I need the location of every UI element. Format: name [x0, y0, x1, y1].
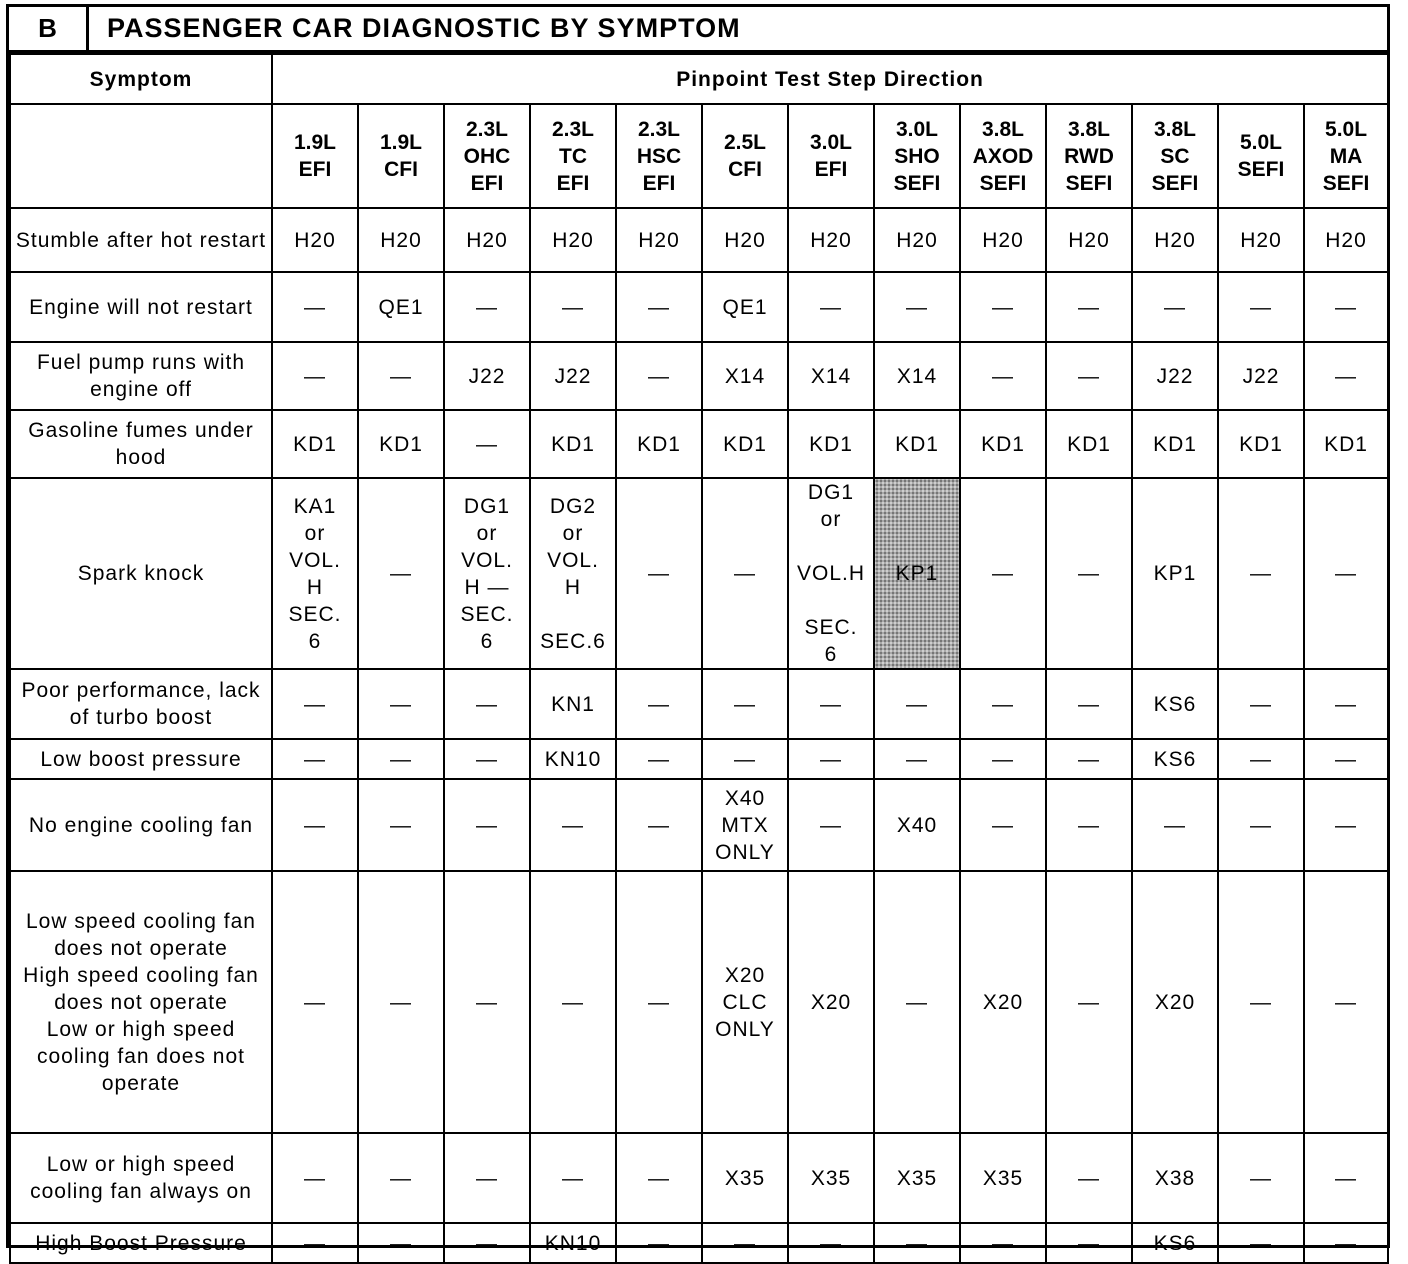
table-row — [10, 1223, 1388, 1263]
test-step-cell: — — [1046, 272, 1132, 342]
test-step-cell: — — [702, 669, 788, 739]
test-step-cell: — — [616, 1133, 702, 1223]
test-step-cell: — — [272, 739, 358, 779]
test-step-cell: — — [530, 871, 616, 1133]
engine-column-header — [1046, 104, 1132, 208]
test-step-cell: — — [960, 478, 1046, 669]
table-row — [10, 208, 1388, 272]
engine-header-line: SEFI — [1065, 171, 1113, 195]
engine-column-header — [1132, 104, 1218, 208]
engine-header-line: SC — [1160, 144, 1190, 168]
engine-header-line: HSC — [636, 144, 682, 168]
test-step-cell: KD1 — [960, 410, 1046, 478]
engine-header-line: 1.9L — [293, 131, 337, 154]
test-step-cell: — — [788, 1223, 874, 1263]
test-step-cell: — — [788, 669, 874, 739]
test-step-cell: — — [1218, 871, 1304, 1133]
test-step-cell: — — [530, 272, 616, 342]
test-step-cell: — — [788, 739, 874, 779]
test-step-cell: H20 — [874, 208, 960, 272]
symptom-cell — [10, 272, 272, 342]
engine-header-line: CFI — [384, 158, 418, 181]
test-step-cell: X14 — [788, 342, 874, 410]
symptom-text: Low boost pressure — [40, 747, 242, 771]
test-step-cell: KN10 — [530, 739, 616, 779]
test-step-cell: X40 — [874, 779, 960, 871]
test-step-cell: KD1 — [616, 410, 702, 478]
engine-header-line: 3.8L — [1067, 117, 1111, 141]
symptom-cell — [10, 871, 272, 1133]
test-step-cell: — — [444, 272, 530, 342]
test-step-cell: X35 — [702, 1133, 788, 1223]
test-step-cell: X14 — [874, 342, 960, 410]
section-code: B — [9, 7, 89, 50]
test-step-cell: — — [1304, 1133, 1388, 1223]
test-step-cell: KD1 — [1046, 410, 1132, 478]
test-step-cell: KP1 — [1132, 478, 1218, 669]
symptom-cell — [10, 478, 272, 669]
test-step-cell: — — [1218, 478, 1304, 669]
test-step-cell: — — [444, 779, 530, 871]
engine-column-header — [358, 104, 444, 208]
symptom-cell — [10, 1223, 272, 1263]
test-step-cell: — — [616, 478, 702, 669]
highlighted-test-step-cell: KP1 — [874, 478, 960, 669]
table-row — [10, 669, 1388, 739]
table-row — [10, 779, 1388, 871]
test-step-cell: — — [702, 1223, 788, 1263]
test-step-cell: — — [358, 669, 444, 739]
diagnostic-sheet — [6, 4, 1390, 1255]
test-step-cell: — — [1304, 669, 1388, 739]
test-step-cell: KA1 or VOL. H SEC. 6 — [272, 478, 358, 669]
engine-header-line: AXOD — [972, 144, 1034, 168]
symptom-text: Low speed cooling fan does not operate — [26, 909, 256, 960]
test-step-cell: KS6 — [1132, 739, 1218, 779]
test-step-cell: X14 — [702, 342, 788, 410]
engine-header-line: 2.5L — [723, 131, 767, 154]
test-step-cell: KD1 — [1132, 410, 1218, 478]
engine-header-line: EFI — [814, 158, 848, 181]
engine-column-header — [1304, 104, 1388, 208]
test-step-cell: — — [1218, 1223, 1304, 1263]
test-step-cell: — — [1046, 779, 1132, 871]
test-step-cell: H20 — [1218, 208, 1304, 272]
engine-column-header — [616, 104, 702, 208]
test-step-cell: — — [788, 272, 874, 342]
table-row — [10, 739, 1388, 779]
test-step-cell: — — [358, 342, 444, 410]
symptom-text: Low or high speed cooling fan does not operate — [37, 1017, 245, 1095]
engine-header-line: SEFI — [1237, 158, 1285, 181]
test-step-cell: — — [1218, 739, 1304, 779]
test-step-cell: — — [960, 779, 1046, 871]
test-step-cell: — — [616, 779, 702, 871]
engine-header-line: OHC — [463, 144, 511, 168]
table-body — [10, 208, 1388, 1263]
test-step-cell: — — [616, 272, 702, 342]
test-step-cell: — — [444, 410, 530, 478]
test-step-cell: KD1 — [1218, 410, 1304, 478]
test-step-cell: — — [358, 1223, 444, 1263]
engine-header-line: SEFI — [1151, 171, 1199, 195]
test-step-cell: — — [788, 779, 874, 871]
test-step-cell: H20 — [616, 208, 702, 272]
test-step-cell: — — [616, 1223, 702, 1263]
test-step-cell: — — [874, 739, 960, 779]
test-step-cell: X35 — [960, 1133, 1046, 1223]
test-step-cell: DG1 or VOL.H SEC. 6 — [788, 478, 874, 669]
engine-column-header — [788, 104, 874, 208]
test-step-cell: H20 — [444, 208, 530, 272]
test-step-cell: H20 — [530, 208, 616, 272]
engine-column-header — [702, 104, 788, 208]
test-step-cell: — — [1046, 669, 1132, 739]
test-step-cell: — — [960, 272, 1046, 342]
symptom-header: Symptom — [10, 54, 272, 104]
test-step-cell: — — [358, 1133, 444, 1223]
test-step-cell: H20 — [272, 208, 358, 272]
symptom-text: Engine will not restart — [29, 295, 253, 319]
test-step-cell: QE1 — [358, 272, 444, 342]
engine-header-line: MA — [1329, 144, 1363, 168]
test-step-cell: X20 CLC ONLY — [702, 871, 788, 1133]
test-step-cell: — — [272, 1133, 358, 1223]
test-step-cell: X20 — [788, 871, 874, 1133]
test-step-cell: — — [1304, 1223, 1388, 1263]
table-row — [10, 272, 1388, 342]
test-step-cell: — — [1046, 1133, 1132, 1223]
test-step-cell: X40 MTX ONLY — [702, 779, 788, 871]
engine-column-header — [530, 104, 616, 208]
test-step-cell: — — [1046, 739, 1132, 779]
test-step-cell: — — [272, 272, 358, 342]
test-step-cell: — — [1218, 669, 1304, 739]
test-step-cell: H20 — [960, 208, 1046, 272]
test-step-cell: — — [616, 739, 702, 779]
symptom-text: No engine cooling fan — [28, 813, 254, 837]
test-step-cell: — — [530, 779, 616, 871]
test-step-cell: — — [1046, 342, 1132, 410]
test-step-cell: H20 — [1132, 208, 1218, 272]
test-step-cell: — — [1304, 739, 1388, 779]
engine-header-line: CFI — [728, 158, 762, 181]
test-step-cell: — — [1218, 779, 1304, 871]
test-step-cell: — — [874, 669, 960, 739]
test-step-cell: KD1 — [272, 410, 358, 478]
test-step-cell: — — [1304, 342, 1388, 410]
test-step-cell: — — [272, 669, 358, 739]
engine-header-line: RWD — [1064, 144, 1114, 168]
engine-header-line: 3.8L — [981, 117, 1025, 141]
test-step-cell: — — [358, 871, 444, 1133]
engine-header-line: 5.0L — [1239, 131, 1283, 154]
test-step-cell: — — [358, 739, 444, 779]
test-step-cell: — — [1304, 779, 1388, 871]
test-step-cell: J22 — [530, 342, 616, 410]
test-step-cell: — — [874, 1223, 960, 1263]
engine-header-line: TC — [559, 144, 587, 168]
test-step-cell: H20 — [1046, 208, 1132, 272]
test-step-cell: KS6 — [1132, 1223, 1218, 1263]
engine-column-header — [1218, 104, 1304, 208]
test-step-cell: KD1 — [788, 410, 874, 478]
test-step-cell: — — [272, 779, 358, 871]
test-step-cell: X20 — [1132, 871, 1218, 1133]
test-step-cell: — — [616, 871, 702, 1133]
test-step-cell: H20 — [358, 208, 444, 272]
test-step-cell: KD1 — [1304, 410, 1388, 478]
engine-header-line: 2.3L — [465, 117, 509, 141]
test-step-cell: DG2 or VOL. H SEC.6 — [530, 478, 616, 669]
test-step-cell: — — [1218, 1133, 1304, 1223]
test-step-cell: — — [444, 1133, 530, 1223]
test-step-cell: KD1 — [530, 410, 616, 478]
test-step-cell: KN1 — [530, 669, 616, 739]
test-step-cell: — — [702, 739, 788, 779]
engine-header-line: 3.0L — [895, 117, 939, 141]
test-step-cell: H20 — [1304, 208, 1388, 272]
test-step-cell: — — [272, 1223, 358, 1263]
test-step-cell: H20 — [788, 208, 874, 272]
engine-header-line: 3.0L — [809, 131, 853, 154]
test-step-cell: — — [358, 478, 444, 669]
symptom-text: Low or high speed cooling fan always on — [30, 1153, 252, 1203]
engine-header-line: 1.9L — [379, 131, 423, 154]
test-step-cell: — — [358, 779, 444, 871]
test-step-cell: J22 — [1132, 342, 1218, 410]
engine-header-line: 3.8L — [1153, 117, 1197, 141]
test-step-cell: — — [1218, 272, 1304, 342]
test-step-cell: QE1 — [702, 272, 788, 342]
symptom-text: Gasoline fumes under hood — [28, 419, 254, 469]
symptom-cell — [10, 1133, 272, 1223]
test-step-cell: — — [874, 272, 960, 342]
test-step-cell: J22 — [1218, 342, 1304, 410]
symptom-cell — [10, 342, 272, 410]
title-bar — [9, 7, 1387, 53]
test-step-cell: KS6 — [1132, 669, 1218, 739]
engine-header-line: EFI — [298, 158, 332, 181]
test-step-cell: KN10 — [530, 1223, 616, 1263]
symptom-cell — [10, 669, 272, 739]
test-step-cell: — — [444, 1223, 530, 1263]
test-step-cell: — — [960, 1223, 1046, 1263]
test-step-cell: — — [444, 739, 530, 779]
blank-header-cell — [10, 104, 272, 208]
test-step-cell: — — [960, 342, 1046, 410]
engine-header-line: EFI — [556, 171, 590, 195]
test-step-cell: — — [1132, 779, 1218, 871]
symptom-text: High Boost Pressure — [35, 1231, 247, 1255]
symptom-cell — [10, 739, 272, 779]
engine-header-line: EFI — [642, 171, 676, 195]
symptom-text: Spark knock — [77, 562, 205, 585]
test-step-cell: — — [1046, 1223, 1132, 1263]
table-row — [10, 1133, 1388, 1223]
test-step-cell: KD1 — [874, 410, 960, 478]
engine-header-line: 2.3L — [637, 117, 681, 141]
engine-header-line: 5.0L — [1325, 117, 1368, 141]
test-step-cell: — — [960, 669, 1046, 739]
test-step-cell: — — [272, 342, 358, 410]
table-row — [10, 478, 1388, 669]
test-step-cell: J22 — [444, 342, 530, 410]
pinpoint-direction-header: Pinpoint Test Step Direction — [272, 54, 1388, 104]
test-step-cell: — — [616, 669, 702, 739]
table-row — [10, 871, 1388, 1133]
test-step-cell: — — [444, 669, 530, 739]
symptom-text: Poor performance, lack of turbo boost — [21, 679, 261, 729]
test-step-cell: — — [1304, 871, 1388, 1133]
test-step-cell: — — [874, 871, 960, 1133]
test-step-cell: — — [960, 739, 1046, 779]
symptom-text: Fuel pump runs with engine off — [36, 351, 246, 401]
table-row — [10, 410, 1388, 478]
diagnostic-table — [9, 53, 1389, 1264]
engine-header-line: SEFI — [1322, 171, 1370, 195]
engine-column-header — [444, 104, 530, 208]
test-step-cell: — — [530, 1133, 616, 1223]
engine-header-line: SEFI — [979, 171, 1027, 195]
test-step-cell: KD1 — [702, 410, 788, 478]
symptom-text: High speed cooling fan does not operate — [23, 963, 259, 1014]
engine-header-line: EFI — [470, 171, 504, 195]
engine-column-header — [960, 104, 1046, 208]
test-step-cell: KD1 — [358, 410, 444, 478]
engine-header-line: SEFI — [893, 171, 941, 195]
table-row — [10, 342, 1388, 410]
symptom-cell — [10, 208, 272, 272]
test-step-cell: — — [1132, 272, 1218, 342]
test-step-cell: — — [272, 871, 358, 1133]
test-step-cell: — — [702, 478, 788, 669]
symptom-cell — [10, 779, 272, 871]
engine-column-header — [874, 104, 960, 208]
symptom-cell — [10, 410, 272, 478]
page-title: PASSENGER CAR DIAGNOSTIC BY SYMPTOM — [107, 13, 741, 43]
engine-header-line: 2.3L — [551, 117, 595, 141]
test-step-cell: — — [1046, 478, 1132, 669]
engine-column-header — [272, 104, 358, 208]
test-step-cell: X35 — [874, 1133, 960, 1223]
test-step-cell: — — [616, 342, 702, 410]
test-step-cell: — — [1304, 478, 1388, 669]
test-step-cell: X20 — [960, 871, 1046, 1133]
engine-header-line: SHO — [894, 144, 940, 168]
test-step-cell: H20 — [702, 208, 788, 272]
test-step-cell: X35 — [788, 1133, 874, 1223]
symptom-text: Stumble after hot restart — [15, 228, 267, 252]
test-step-cell: X38 — [1132, 1133, 1218, 1223]
test-step-cell: — — [1304, 272, 1388, 342]
test-step-cell: — — [1046, 871, 1132, 1133]
engine-header-row — [10, 104, 1388, 208]
test-step-cell: DG1 or VOL. H — SEC. 6 — [444, 478, 530, 669]
test-step-cell: — — [444, 871, 530, 1133]
